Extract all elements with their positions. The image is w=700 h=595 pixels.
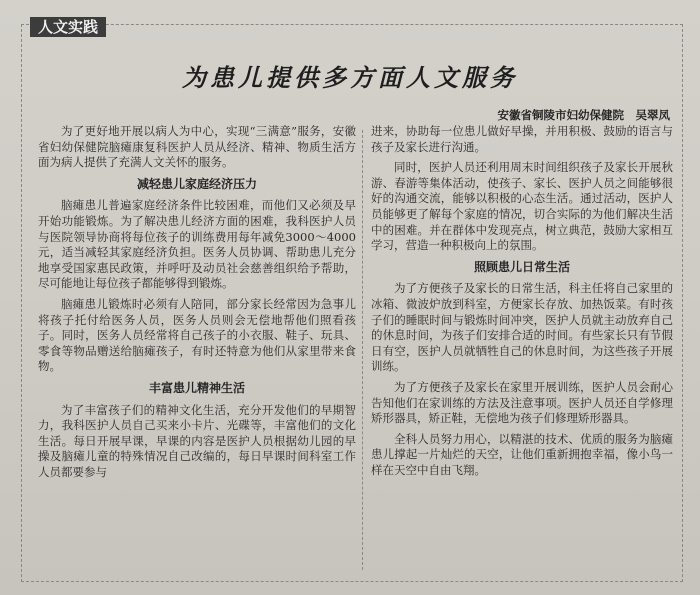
- left-column: [38, 124, 356, 485]
- paragraph: 同时，医护人员还利用周末时间组织孩子及家长开展秋游、春游等集体活动，使孩子、家长、医护人员之间能够很好的沟通交流，能够以积极的心态生活。通过活动，医护人员能够更了解每个家庭的情况，切合实际的为他们解决生活中的困难。并在群体中发现亮点，树立典范，鼓励大家相互学习，营造一种积极向上的氛围。: [371, 160, 673, 253]
- paragraph: 为了丰富孩子们的精神文化生活，充分开发他们的早期智力，我科医护人员自己买来小卡片、光碟等，丰富他们的文化生活。每日开展早课，早课的内容是医护人员根据幼儿园的早操及脑瘫儿童的特殊情况自己改编的，每日早课时间科室工作人员都要参与: [38, 402, 356, 479]
- author-byline: 安徽省铜陵市妇幼保健院 吴翠凤: [497, 108, 670, 122]
- paragraph: 进来，协助每一位患儿做好早操，并用积极、鼓励的语言与孩子及家长进行沟通。: [371, 124, 673, 154]
- paragraph: 全科人员努力用心，以精湛的技术、优质的服务为脑瘫患儿撑起一片灿烂的天空，让他们重新拥抱幸福，像小鸟一样在天空中自由飞翔。: [371, 431, 673, 477]
- section-tag: 人文实践: [30, 17, 106, 37]
- paragraph: 为了方便孩子及家长的日常生活，科主任将自己家里的冰箱、微波炉放到科室，方便家长存放、加热饭菜。有时孩子们的睡眠时间与锻炼时间冲突，医护人员就主动放弃自己的休息时间，为孩子们安排合适的时间。有些家长只有节假日有空，医护人员就牺牲自己的休息时间，为这些孩子开展训练。: [371, 281, 673, 374]
- right-column: [371, 124, 673, 483]
- intro-paragraph: 为了更好地开展以病人为中心，实现“三满意”服务，安徽省妇幼保健院脑瘫康复科医护人员从经济、精神、物质生活方面为病人提供了充满人文关怀的服务。: [38, 124, 356, 170]
- column-divider: [362, 130, 363, 570]
- subheading-economic: 减轻患儿家庭经济压力: [136, 176, 257, 191]
- article-title: 为患儿提供多方面人文服务: [182, 63, 518, 92]
- paragraph: 为了方便孩子及家长在家里开展训练，医护人员会耐心告知他们在家训练的方法及注意事项。医护人员还自学修理矫形器具，矫正鞋，无偿地为孩子们修理矫形器具。: [371, 379, 673, 426]
- subheading-daily-life: 照顾患儿日常生活: [473, 259, 570, 274]
- paragraph: 脑瘫患儿锻炼时必须有人陪同，部分家长经常因为急事儿将孩子托付给医务人员，医务人员则会无偿地帮他们照看孩子。同时，医务人员经常将自己孩子的小衣服、鞋子、玩具、零食等物品赠送给脑瘫孩子，有时还特意为他们从家里带来食物。: [38, 296, 356, 374]
- paragraph: 脑瘫患儿普遍家庭经济条件比较困难，而他们又必须及早开始功能锻炼。为了解决患儿经济方面的困难，我科医护人员与医院领导协商将每位孩子的训练费用每年减免3000～4000元，适当减轻其家庭经济负担。医务人员协调、帮助患儿充分地享受国家惠民政策，并呼吁及动员社会慈善组织给予帮助，尽可能地让每位孩子都能够得到锻炼。: [38, 198, 356, 291]
- subheading-spiritual: 丰富患儿精神生活: [148, 380, 245, 395]
